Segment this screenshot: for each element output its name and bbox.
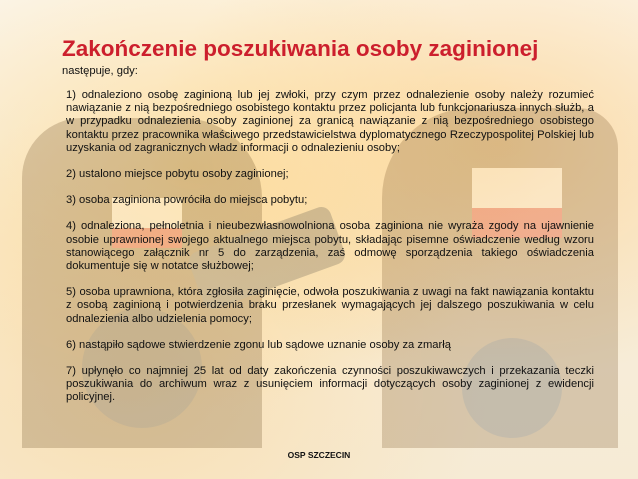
footer-label: OSP SZCZECIN (287, 450, 351, 460)
slide-title: Zakończenie poszukiwania osoby zaginionej (62, 36, 539, 61)
slide-content (62, 34, 598, 405)
list-item-5: 5) osoba uprawniona, która zgłosiła zaginięcie, odwoła poszukiwania z uwagi na fakt nawiązania kontaktu z osobą zaginioną i potwierdzenia braku przesłanek wymagających jej dalszego poszukiwania w celu odnalezienia albo udzielenia pomocy; (66, 286, 594, 325)
list-item-3: 3) osoba zaginiona powróciła do miejsca pobytu; (66, 194, 308, 207)
list-item-2: 2) ustalono miejsce pobytu osoby zaginionej; (66, 168, 289, 181)
list-item-7: 7) upłynęło co najmniej 25 lat od daty zakończenia czynności poszukiwawczych i przekazania teczki poszukiwania do archiwum wraz z usunięciem informacji dotyczących osoby zaginionej z ewidencji policyjnej. (66, 365, 594, 404)
list-item-1: 1) odnaleziono osobę zaginioną lub jej zwłoki, przy czym przez odnalezienie osoby należy rozumieć nawiązanie z nią bezpośredniego osobistego kontaktu przez policjanta lub funkcjonariusza innych służb, a w przypadku odnalezienia osoby zaginionej za granicą nawiązanie z nią bezpośredniego osobistego kontaktu przez pracownika właściwego przedstawicielstwa dyplomatycznego Rzeczypospolitej Polskiej lub uzyskania od zagranicznych władz informacji o odnalezieniu osoby; (66, 89, 594, 154)
list-item-6: 6) nastąpiło sądowe stwierdzenie zgonu lub sądowe uznanie osoby za zmarłą (66, 338, 451, 351)
list-item-4: 4) odnaleziona, pełnoletnia i nieubezwłasnowolniona osoba zaginiona nie wyraża zgody na ujawnienie osobie uprawnionej swojego aktualnego miejsca pobytu, składając pisemne oświadczenie według wzoru stanowiącego załącznik nr 5 do zarządzenia, zaś odmowę sporządzenia takiego oświadczenia dokumentuje się w notatce służbowej; (66, 220, 594, 273)
slide-subtitle: następuje, gdy: (62, 65, 138, 77)
